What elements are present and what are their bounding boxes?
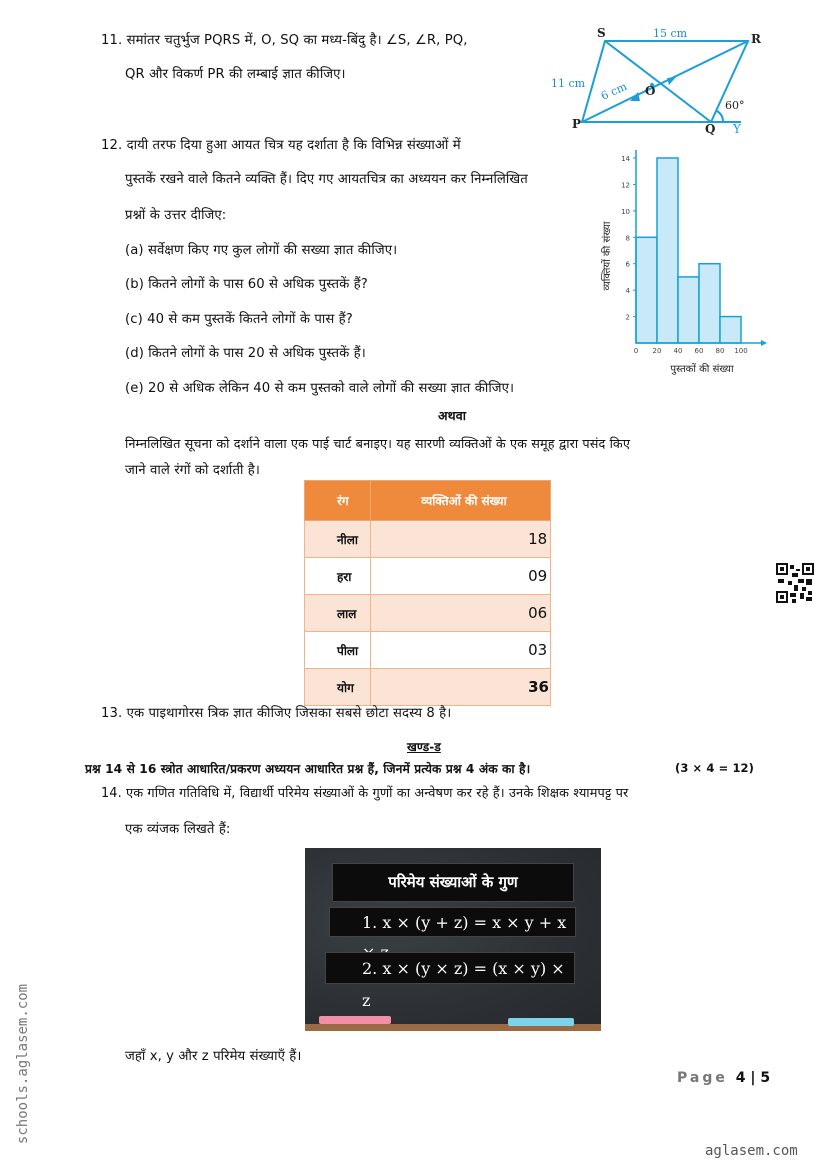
- or-text-line1: निम्नलिखित सूचना को दर्शाने वाला एक पाई चार्ट बनाइए। यह सारणी व्यक्तिओं के एक समूह द्वारा पसंद किए: [125, 437, 631, 452]
- chalkboard-property-1: 1. x × (y + z) = x × y + x: [329, 907, 576, 937]
- table-row: [305, 521, 551, 558]
- chalkboard-title: परिमेय संख्याओं के गुण: [332, 863, 574, 902]
- q12-part-c: (c) 40 से कम पुस्तकें कितने लोगों के पास हैं?: [125, 312, 353, 327]
- or-heading: अथवा: [438, 408, 467, 423]
- or-text-line2: जाने वाले रंगों को दर्शाती है।: [125, 463, 260, 478]
- q14-after-text: जहाँ x, y और z परिमेय संख्याएँ हैं।: [125, 1049, 302, 1064]
- q11-text-line2: QR और विकर्ण PR की लम्बाई ज्ञात कीजिए।: [125, 67, 346, 82]
- table-row: [305, 632, 551, 669]
- y-tick-label: 12: [621, 181, 630, 190]
- table-cell-color: पीला: [305, 632, 371, 669]
- histogram-bar-40-60: [678, 277, 699, 343]
- angle-arc: [717, 111, 723, 122]
- parallelogram-figure: [545, 25, 785, 137]
- histogram-chart: [598, 138, 773, 383]
- histogram-y-label: व्यक्तियों की संख्या: [602, 221, 613, 291]
- table-cell-color: लाल: [305, 595, 371, 632]
- length-po: 6 cm: [598, 79, 629, 103]
- x-axis-arrow: [761, 340, 767, 346]
- table-cell-count: 03: [371, 632, 551, 669]
- table-cell-count: 36: [371, 669, 551, 706]
- table-cell-count: 09: [371, 558, 551, 595]
- side-watermark: schools.aglasem.com: [15, 983, 31, 1145]
- diagonal-pr: [582, 41, 748, 122]
- x-tick-label: 20: [652, 347, 662, 355]
- table-cell-color: हरा: [305, 558, 371, 595]
- y-tick-label: 8: [625, 234, 630, 243]
- label-y: Y: [733, 122, 741, 136]
- histogram-bar-20-40: [657, 158, 678, 343]
- blue-chalk: [508, 1018, 574, 1026]
- label-p: P: [572, 117, 582, 131]
- x-tick-label: 80: [715, 347, 725, 355]
- x-tick-label: 0: [633, 347, 639, 355]
- table-row-total: [305, 669, 551, 706]
- y-tick-label: 10: [621, 207, 630, 216]
- histogram-bar-60-80: [699, 264, 720, 343]
- table-cell-count: 06: [371, 595, 551, 632]
- section-instruction: प्रश्न 14 से 16 स्त्रोत आधारित/प्रकरण अध्ययन आधारित प्रश्न हैं, जिनमें प्रत्येक प्रश्न 4 अंक का है।: [85, 762, 531, 776]
- table-cell-color: नीला: [305, 521, 371, 558]
- q14-text-line1: 14. एक गणित गतिविधि में, विद्यार्थी परिमेय संख्याओं के गुणों का अन्वेषण कर रहे हैं। उनके शिक्षक श्यामपट्ट पर: [101, 786, 629, 801]
- color-preference-table: [304, 480, 551, 706]
- page-number: [677, 1070, 770, 1086]
- y-tick-label: 2: [625, 313, 630, 322]
- label-o: O: [645, 84, 656, 98]
- section-marks: (3 × 4 = 12): [675, 761, 755, 775]
- x-tick-label: 60: [694, 347, 704, 355]
- site-watermark: aglasem.com: [705, 1143, 798, 1159]
- q12-part-e: (e) 20 से अधिक लेकिन 40 से कम पुस्तको वाले लोगों की सख्या ज्ञात कीजिए।: [125, 381, 515, 396]
- label-s: S: [597, 26, 606, 40]
- length-sr: 15 cm: [653, 27, 688, 40]
- histogram-bar-80-100: [720, 317, 741, 343]
- angle-label: 60°: [725, 99, 745, 112]
- q13-text: 13. एक पाइथागोरस त्रिक ज्ञात कीजिए जिसका सबसे छोटा सदस्य 8 है।: [101, 706, 452, 721]
- y-tick-label: 4: [625, 287, 630, 296]
- chalkboard-property-2: 2. x × (y × z) = (x × y) × z: [325, 952, 575, 984]
- length-ps: 11 cm: [551, 77, 586, 90]
- histogram-bar-0-20: [636, 237, 657, 343]
- y-tick-label: 14: [621, 155, 630, 163]
- pink-chalk: [319, 1016, 391, 1024]
- table-cell-count: 18: [371, 521, 551, 558]
- q12-part-b: (b) कितने लोगों के पास 60 से अधिक पुस्तकें हैं?: [125, 277, 368, 292]
- page-label: Page: [677, 1070, 728, 1086]
- table-header-color: रंग: [305, 481, 371, 521]
- label-r: R: [751, 32, 761, 46]
- table-row: [305, 558, 551, 595]
- q12-text-line3: प्रश्नों के उत्तर दीजिए:: [125, 208, 227, 223]
- label-q: Q: [705, 122, 716, 136]
- q14-text-line2: एक व्यंजक लिखते हैं:: [125, 822, 231, 837]
- table-row: [305, 595, 551, 632]
- table-cell-color: योग: [305, 669, 371, 706]
- x-tick-label: 100: [734, 347, 748, 355]
- histogram-x-label: पुस्तकों की संख्या: [670, 364, 734, 375]
- arrow-marker: [667, 77, 676, 85]
- qr-code-icon: [776, 563, 814, 603]
- q12-text-line2: पुस्तकें रखने वाले कितने व्यक्ति हैं। दिए गए आयतचित्र का अध्ययन कर निम्नलिखित: [125, 172, 528, 187]
- q11-text-line1: 11. समांतर चतुर्भुज PQRS में, O, SQ का मध्य-बिंदु है। ∠S, ∠R, PQ,: [101, 33, 468, 48]
- page-num: 4 | 5: [735, 1070, 771, 1086]
- x-tick-label: 40: [673, 347, 683, 355]
- q12-text-line1: 12. दायी तरफ दिया हुआ आयत चित्र यह दर्शाता है कि विभिन्न संख्याओं में: [101, 138, 461, 153]
- q12-part-a: (a) सर्वेक्षण किए गए कुल लोगों की सख्या ज्ञात कीजिए।: [125, 243, 398, 258]
- chalkboard-image: [305, 848, 601, 1031]
- y-tick-label: 6: [625, 260, 630, 269]
- q12-part-d: (d) कितने लोगों के पास 20 से अधिक पुस्तकें हैं।: [125, 346, 366, 361]
- table-header-count: व्यक्तिओं की संख्या: [371, 481, 551, 521]
- section-title: खण्ड-ड: [407, 740, 441, 754]
